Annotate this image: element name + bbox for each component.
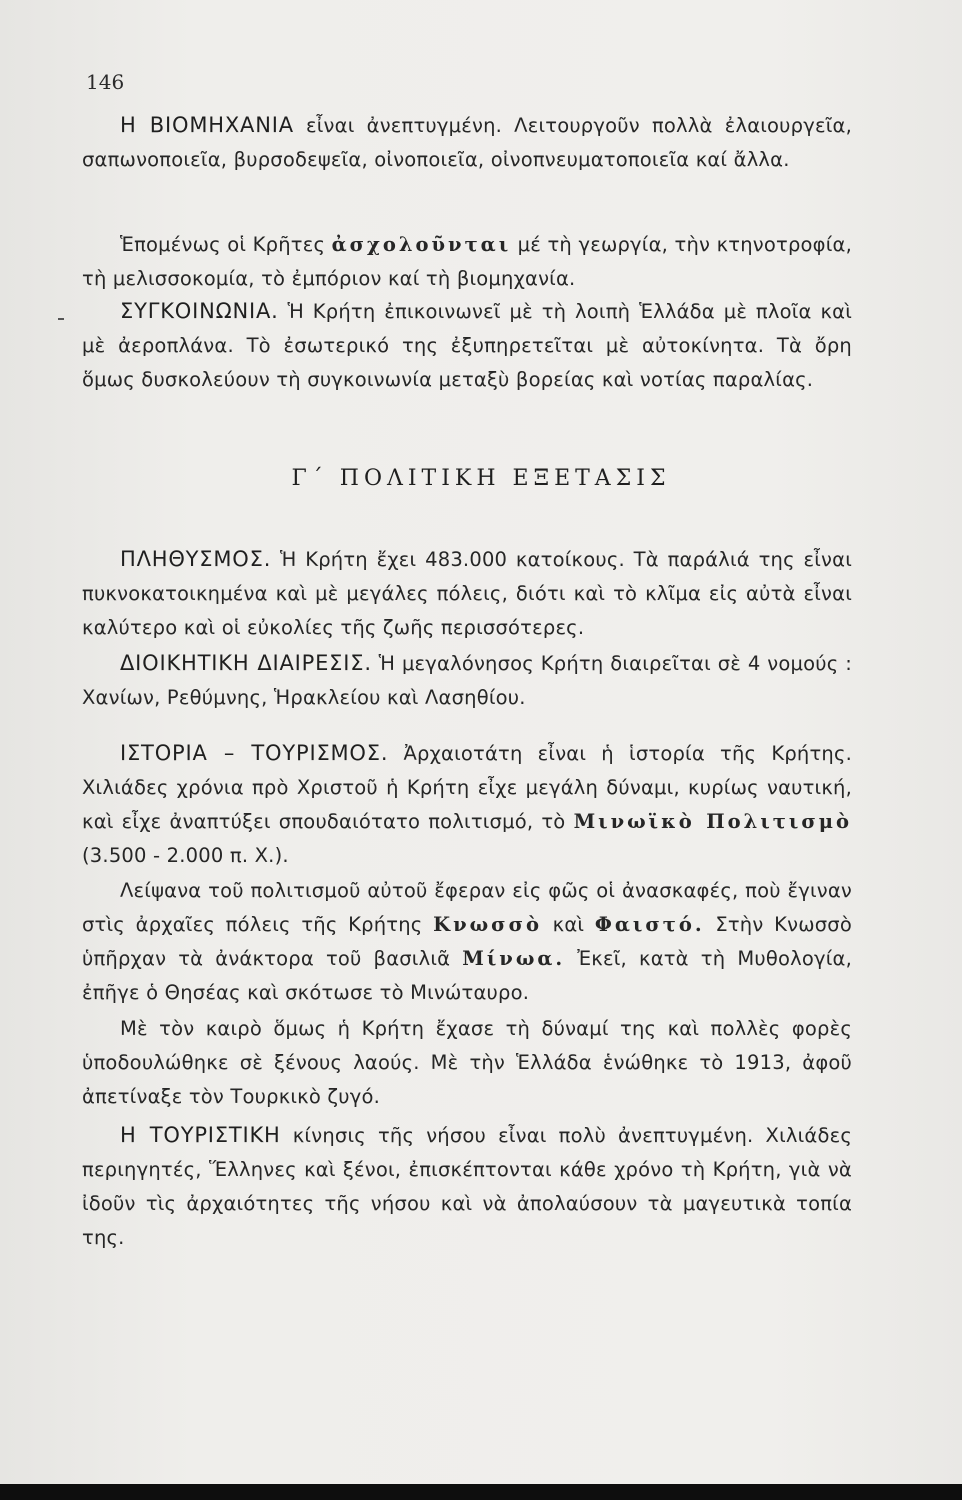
paragraph-excavations-post: Ἐκεῖ, κατὰ τὴ Μυθολογία, ἐπῆγε ὁ Θησέας καὶ σκότωσε τὸ Μινώταυρο. — [82, 947, 852, 1004]
emphasis-phaistos: Φαιστό. — [594, 913, 705, 936]
heading-administration: ΔΙΟΙΚΗΤΙΚΗ ΔΙΑΙΡΕΣΙΣ. — [120, 651, 372, 675]
paragraph-history-post: (3.500 - 2.000 π. Χ.). — [82, 844, 289, 867]
emphasis-minos: Μίνωα. — [462, 947, 566, 970]
paragraph-history — [82, 736, 852, 873]
paragraph-occupations-post: μέ τὴ γεωργία, τὴν κτηνοτροφία, τὴ μελισσοκομία, τὸ ἐμπόριον καί τὴ βιομηχανία. — [82, 233, 852, 290]
paragraph-occupations — [82, 228, 852, 296]
paragraph-history-text: Ἀρχαιοτάτη εἶναι ἡ ἱστορία τῆς Κρήτης. Χιλιάδες χρόνια πρὸ Χριστοῦ ἡ Κρήτη εἶχε μεγάλη δύναμι, κυρίως ναυτική, καὶ εἶχε ἀναπτύξει σπουδαιότατο πολιτισμό, τὸ — [82, 742, 852, 833]
paragraph-industry-text: εἶναι ἀνεπτυγμένη. Λειτουργοῦν πολλὰ ἐλαιουργεῖα, σαπωνοποιεῖα, βυρσοδεψεῖα, οἰνοποιεῖα, οἰνοπνευματοποιεῖα καί ἄλλα. — [82, 114, 852, 171]
section-title: Γ΄ ΠΟΛΙΤΙΚΗ ΕΞΕΤΑΣΙΣ — [291, 466, 671, 491]
paragraph-excavations-mid1: καὶ — [541, 913, 595, 936]
paragraph-excavations-mid2: Στὴν Κνωσσὸ ὑπῆρχαν τὰ ἀνάκτορα τοῦ βασιλιᾶ — [82, 913, 852, 970]
heading-history: ΙΣΤΟΡΙΑ – ΤΟΥΡΙΣΜΟΣ. — [120, 741, 389, 765]
emphasis-occupations: ἀσχολοῦνται — [331, 233, 512, 256]
paragraph-administration-text: Ἡ μεγαλόνησος Κρήτη διαιρεῖται σὲ 4 νομούς : Χανίων, Ρεθύμνης, Ἡρακλείου καὶ Λασηθίου. — [82, 652, 852, 709]
paragraph-union — [82, 1012, 852, 1114]
emphasis-minoan: Μινωϊκὸ Πολιτισμὸ — [573, 810, 852, 833]
paragraph-union-text: Μὲ τὸν καιρὸ ὅμως ἡ Κρήτη ἔχασε τὴ δύναμί της καὶ πολλὲς φορὲς ὑποδουλώθηκε σὲ ξένους λαούς. Μὲ τὴν Ἑλλάδα ἑνώθηκε τὸ 1913, ἀφοῦ ἀπετίναξε τὸν Τουρκικὸ ζυγό. — [82, 1017, 852, 1108]
page-number: 146 — [86, 70, 125, 94]
scan-bottom-edge — [0, 1484, 962, 1500]
paragraph-communication-text: Ἡ Κρήτη ἐπικοινωνεῖ μὲ τὴ λοιπὴ Ἑλλάδα μὲ πλοῖα καὶ μὲ ἀεροπλάνα. Τὸ ἐσωτερικό της ἐξυπηρετεῖται μὲ αὐτοκίνητα. Τὰ ὄρη ὅμως δυσκολεύουν τὴ συγκοινωνία μεταξὺ βορείας καὶ νοτίας παραλίας. — [82, 300, 852, 391]
paragraph-tourism — [82, 1118, 852, 1255]
paragraph-excavations — [82, 874, 852, 1010]
paragraph-administration — [82, 646, 852, 715]
paragraph-population-text: Ἡ Κρήτη ἔχει 483.000 κατοίκους. Τὰ παράλιά της εἶναι πυκνοκατοικημένα καὶ μὲ μεγάλες πόλεις, διότι καὶ τὸ κλῖμα εἰς αὐτὰ εἶναι καλύτερο καὶ οἱ εὐκολίες τῆς ζωῆς περισσότερες. — [82, 548, 852, 639]
paragraph-excavations-pre: Λείψανα τοῦ πολιτισμοῦ αὐτοῦ ἔφεραν εἰς φῶς οἱ ἀνασκαφές, ποὺ ἔγιναν στὶς ἀρχαῖες πόλεις τῆς Κρήτης — [82, 879, 852, 936]
heading-tourism: Η ΤΟΥΡΙΣΤΙΚΗ — [120, 1123, 281, 1147]
heading-population: ΠΛΗΘΥΣΜΟΣ. — [120, 547, 272, 571]
paragraph-population — [82, 542, 852, 645]
emphasis-knossos: Κνωσσὸ — [433, 913, 542, 936]
paragraph-tourism-text: κίνησις τῆς νήσου εἶναι πολὺ ἀνεπτυγμένη. Χιλιάδες περιηγητές, Ἕλληνες καὶ ξένοι, ἐπισκέπτονται κάθε χρόνο τὴ Κρήτη, γιὰ νὰ ἰδοῦν τὶς ἀρχαιότητες τῆς νήσου καὶ νὰ ἀπολαύσουν τὰ μαγευτικὰ τοπία της. — [82, 1124, 852, 1249]
paragraph-occupations-pre: Ἑπομένως οἱ Κρῆτες — [120, 233, 332, 256]
heading-industry: Η ΒΙΟΜΗΧΑΝΙΑ — [120, 113, 294, 137]
paragraph-communication — [82, 294, 852, 397]
margin-mark — [58, 318, 64, 320]
paragraph-industry — [82, 108, 852, 177]
heading-communication: ΣΥΓΚΟΙΝΩΝΙΑ. — [120, 299, 279, 323]
